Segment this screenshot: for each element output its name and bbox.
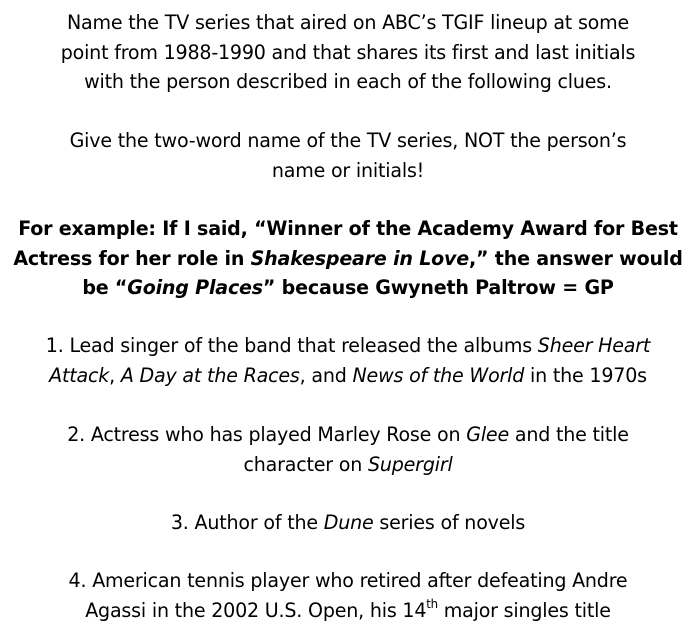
clue-4: [0, 566, 696, 625]
clue-text: 2. Actress who has played Marley Rose on: [67, 423, 467, 446]
album-title: Sheer Heart: [537, 334, 651, 357]
intro-line-2: point from 1988-1990 and that shares its first and last initials: [60, 40, 636, 64]
show-title: Supergirl: [367, 452, 453, 476]
clue-text: and the title: [508, 423, 629, 446]
instruction-line-2: name or initials!: [271, 158, 425, 182]
example-line-3: [8, 273, 688, 303]
clue-2-line-2: [8, 450, 688, 480]
novel-title: Dune: [323, 511, 374, 534]
show-title: Glee: [466, 423, 509, 446]
clue-1-line-2: [8, 361, 688, 391]
album-title: News of the World: [352, 363, 525, 387]
clue-text: character on: [243, 452, 368, 476]
intro-line-1: Name the TV series that aired on ABC’s TGIF lineup at some: [66, 11, 630, 34]
clue-text: in the 1970s: [524, 363, 647, 387]
album-title: A Day at the Races: [120, 363, 300, 387]
clue-text: ,: [109, 363, 121, 387]
example-paragraph: [0, 214, 696, 303]
example-line-1: For example: If I said, “Winner of the Academy Award for Best: [18, 217, 678, 240]
clue-3-line-1: [8, 508, 688, 538]
example-line-2: [8, 244, 688, 274]
clue-4-line-1: 4. American tennis player who retired after defeating Andre: [68, 569, 628, 592]
clue-text: major singles title: [437, 598, 611, 622]
example-text: be “: [82, 276, 128, 299]
clue-1: [0, 331, 696, 390]
clue-text: Agassi in the 2002 U.S. Open, his 14: [85, 598, 427, 622]
example-text: ,” the answer would: [468, 246, 683, 270]
clue-4-line-2: [8, 596, 688, 626]
intro-line-3: with the person described in each of the following clues.: [84, 70, 612, 93]
instruction-paragraph: [0, 126, 696, 185]
clue-2: [0, 420, 696, 479]
example-text: Actress for her role in: [13, 246, 251, 270]
clue-text: 1. Lead singer of the band that released the albums: [45, 334, 538, 357]
ordinal-suffix: th: [426, 596, 438, 611]
instruction-line-1: Give the two-word name of the TV series, NOT the person’s: [69, 129, 627, 152]
clue-3: [0, 508, 696, 538]
example-film-title: Shakespeare in Love: [250, 246, 469, 270]
clue-2-line-1: [8, 420, 688, 450]
clue-text: 3. Author of the: [170, 511, 324, 534]
clue-1-line-1: [8, 331, 688, 361]
example-series-title: Going Places: [127, 276, 263, 299]
clue-text: , and: [299, 363, 353, 387]
clue-text: series of novels: [373, 511, 526, 534]
intro-paragraph: [0, 8, 696, 97]
example-text: ” because Gwyneth Paltrow = GP: [262, 276, 614, 299]
album-title: Attack: [49, 363, 110, 387]
